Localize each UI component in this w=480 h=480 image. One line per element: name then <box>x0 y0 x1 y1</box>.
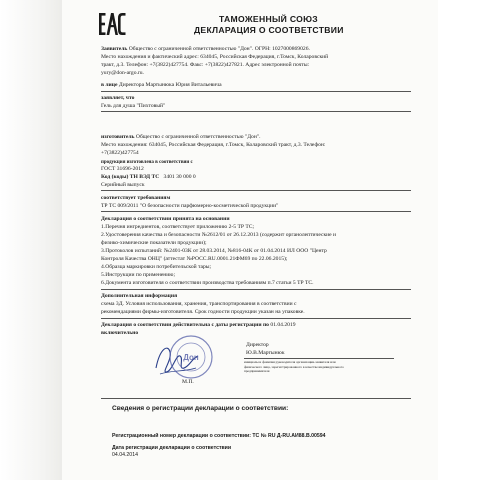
stamp-place-mp: М.П. <box>182 379 194 385</box>
applicant-line1: Общество с ограниченной ответственностью "Дон". ОГРН: 1027000869026. <box>128 46 310 52</box>
applicant-row <box>101 46 310 53</box>
registration-number-row <box>112 433 326 440</box>
signer-position: Директор <box>246 342 269 348</box>
basis-label: Декларация о соответствии принята на основании <box>101 216 230 222</box>
signer-name: Ю.В.Мартынюк <box>246 350 285 356</box>
divider <box>101 318 411 319</box>
manufacturer-line2: Место нахождения: 634045, Российская Федерация, г.Томск, Коларовский тракт, д.3. Телефон: <box>101 142 326 148</box>
standard-label: продукция изготовлена в соответствии с <box>101 160 193 165</box>
divider <box>101 211 411 212</box>
manufacturer-row <box>101 134 261 141</box>
product-name: Гель для душа "Пихтовый" <box>101 103 166 109</box>
extra-label: Дополнительная информация <box>101 293 178 299</box>
declares-label: заявляет, что <box>101 95 135 101</box>
manufacturer-label: изготовитель <box>101 134 135 140</box>
divider <box>101 289 411 290</box>
basis-item: 6.Документа изготовителя о соответствии производства требованиям п.7 статьи 5 ТР ТС. <box>101 280 314 286</box>
stamp-text: Дон <box>183 353 199 362</box>
basis-item: Контроля Качества ОНЦ" (аттестат №РОСС.RU.0001.21ФМ69 по 22.06.2015); <box>101 256 288 262</box>
validity-inclusive: включительно <box>101 330 139 336</box>
divider <box>101 91 411 92</box>
validity-row <box>101 322 296 329</box>
signature-note-1: инициалы и фамилия руководителя организации-заявителя или <box>244 360 336 364</box>
signature-note-3: предпринимателя <box>244 369 270 373</box>
tnved-label: Код (коды) ТН ВЭД ТС <box>101 174 160 180</box>
extra-line1: схема 3Д. Условия использования, хранения, транспортирования в соответствии с <box>101 301 297 307</box>
person-label: в лице <box>101 82 118 88</box>
applicant-line3: тракт, д.3. Телефон: +7(3822)427754. Факс: +7(3822)427821. Адрес электронной почты: <box>101 62 310 68</box>
applicant-line2: Место нахождения и фактический адрес: 634045, Российская Федерация, г.Томск, Коларовский <box>101 54 329 60</box>
basis-item: физико-химические показатели продукции); <box>101 240 207 246</box>
basis-item: 1.Перечня ингредиентов, соответствует приложению 2-5 ТР ТС; <box>101 224 255 230</box>
divider <box>101 190 411 191</box>
registration-number-label: Регистрационный номер декларации о соответствии: <box>112 433 251 439</box>
union-title: ТАМОЖЕННЫЙ СОЮЗ <box>219 14 318 24</box>
divider <box>101 111 411 112</box>
divider <box>101 398 411 399</box>
applicant-line4: yury@don-argo.ru. <box>101 70 144 76</box>
basis-item: 3.Протоколов испытаний: №2401-03К от 28.03.2014, №816-04К от 01.04.2014 ИЛ ООО "Центр <box>101 248 327 254</box>
requirements-label: соответствует требованиям <box>101 195 171 201</box>
registration-date-label: Дата регистрации декларации о соответствии <box>112 445 232 451</box>
basis-item: 2.Удостоверения качества и безопасности №2612/01 от 26.12.2013 (содержит органолептические и <box>101 232 337 238</box>
manufacturer-line1: Общество с ограниченной ответственностью "Дон". <box>135 134 261 140</box>
basis-item: 4.Образца маркировки потребительской тары; <box>101 264 212 270</box>
tnved-code: 3401 30 000 0 <box>163 174 196 180</box>
declaration-title: ДЕКЛАРАЦИЯ О СООТВЕТСТВИИ <box>194 25 344 35</box>
standard-value: ГОСТ 31696-2012 <box>101 166 144 172</box>
manufacturer-line3: +7(3822)427754 <box>101 150 139 156</box>
stamp-seal-icon <box>168 334 214 380</box>
applicant-label: Заявитель <box>101 46 128 52</box>
validity-date: 01.04.2019 <box>270 322 296 328</box>
basis-item: 5.Инструкции по применению; <box>101 272 176 278</box>
signature-note-2: физического лица, зарегистрированного в качестве индивидуального <box>244 364 344 369</box>
page-margin <box>0 0 62 480</box>
person-row <box>101 82 222 89</box>
extra-line2: рекомендациями фирмы-изготовителя. Срок годности продукции указан на упаковке. <box>101 309 305 315</box>
registration-heading: Сведения о регистрации декларации о соответствии: <box>112 405 289 412</box>
tnved-row <box>101 174 196 181</box>
person-value: Директора Мартынюка Юрия Витальевича <box>118 82 222 88</box>
registration-date: 04.04.2014 <box>112 452 138 458</box>
eac-logo-icon <box>98 10 126 38</box>
serial-output: Серийный выпуск <box>101 182 145 188</box>
registration-number: ТС № RU Д-RU.АИ88.В.00594 <box>252 433 326 439</box>
signature-line <box>244 358 394 359</box>
validity-label: Декларация о соответствии действительна с даты регистрации по <box>101 322 269 328</box>
requirements-value: ТР ТС 009/2011 "О безопасности парфюмерно-косметической продукции" <box>101 203 279 209</box>
